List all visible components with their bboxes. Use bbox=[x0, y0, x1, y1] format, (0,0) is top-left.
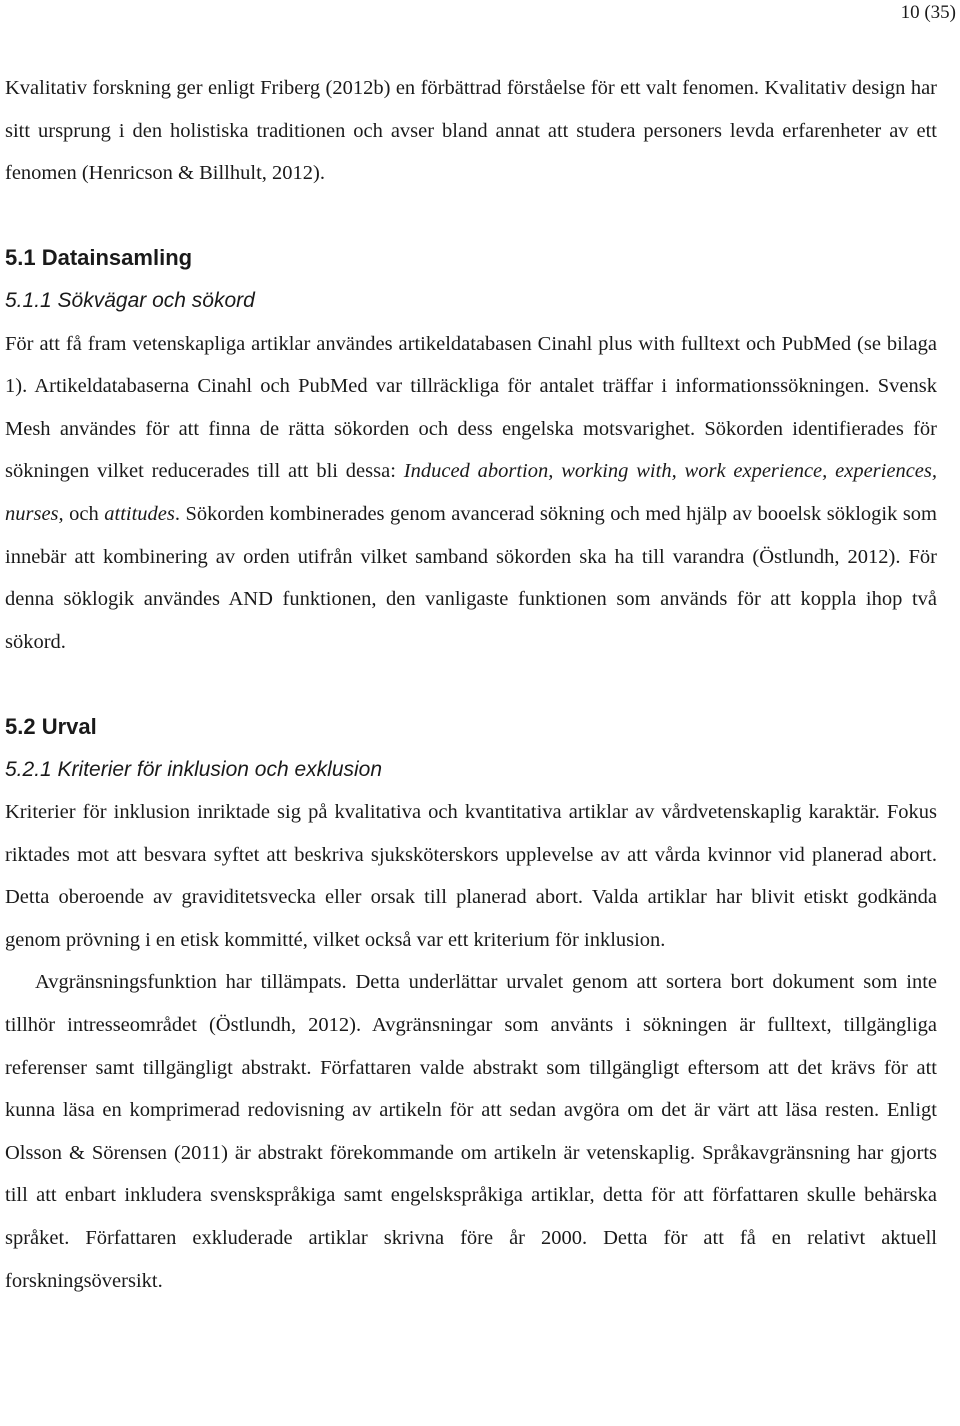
sokvagar-paragraph bbox=[5, 323, 937, 664]
section-gap bbox=[5, 663, 937, 706]
search-terms-connector: och bbox=[63, 502, 105, 525]
kriterier-paragraph: Kriterier för inklusion inriktade sig på kvalitativa och kvantitativa artiklar av vårdvetenskaplig karaktär. Fokus riktades mot att besvara syftet att beskriva sjuksköterskors upplevelse av att vårda kvinnor vid planerad abort. Detta oberoende av graviditetsvecka eller orsak till planerad abort. Valda artiklar har blivit etiskt godkända genom prövning i en etisk kommitté, vilket också var ett kriterium för inklusion. bbox=[5, 801, 937, 951]
intro-paragraph: Kvalitativ forskning ger enligt Friberg (2012b) en förbättrad förståelse för ett valt fenomen. Kvalitativ design har sitt ursprung i den holistiska traditionen och avser bland annat att studera personers levda erfarenheter av ett fenomen (Henricson & Billhult, 2012). bbox=[5, 77, 937, 185]
section-gap bbox=[5, 195, 937, 238]
search-term-last: attitudes bbox=[104, 502, 175, 525]
subsection-heading-kriterier: 5.2.1 Kriterier för inklusion och exklusion bbox=[5, 757, 383, 781]
page-number: 10 (35) bbox=[900, 2, 956, 23]
section-heading-urval: 5.2 Urval bbox=[5, 713, 97, 739]
sokvagar-text-before-terms: För att få fram vetenskapliga artiklar användes artikeldatabasen Cinahl plus with fulltext och PubMed (se bilaga 1). Artikeldatabaserna Cinahl och PubMed var tillräckliga för antalet träffar i informationssökningen. Svensk Mesh användes för att finna de rätta sökorden och dess engelska motsvarighet. Sökorden identifierades för sökningen vilket reducerades till att bli dessa: bbox=[5, 332, 937, 483]
sokvagar-text-after-terms: . Sökorden kombinerades genom avancerad sökning och med hjälp av booelsk söklogik som innebär att kombinering av orden utifrån vilket samband sökorden ska ha till varandra (Östlundh, 2012). För denna söklogik användes AND funktionen, den vanligaste funktionen som används för att koppla ihop två sökord. bbox=[5, 502, 937, 653]
section-heading-datainsamling: 5.1 Datainsamling bbox=[5, 245, 193, 271]
avgransning-paragraph: Avgränsningsfunktion har tillämpats. Detta underlättar urvalet genom att sortera bort dokument som inte tillhör intresseområdet (Östlundh, 2012). Avgränsningar som använts i sökningen är fulltext, tillgängliga referenser samt tillgängligt abstrakt. Författaren valde abstrakt som tillgängligt eftersom att det krävs för att kunna läsa en komprimerad redovisning av artikeln för att sedan avgöra om det är värt att läsa resten. Enligt Olsson & Sörensen (2011) är abstrakt förekommande om artikeln är vetenskaplig. Språkavgränsning har gjorts till att enbart inkludera svenskspråkiga samt engelskspråkiga artiklar, detta för att författaren skulle behärska språket. Författaren exkluderade artiklar skrivna före år 2000. Detta för att få en relativt aktuell forskningsöversikt. bbox=[5, 971, 937, 1292]
document-body bbox=[5, 67, 937, 1302]
subsection-heading-sokvagar: 5.1.1 Sökvägar och sökord bbox=[5, 288, 255, 312]
search-terms: Induced abortion, working with, work experience, experiences, nurses, bbox=[5, 460, 937, 525]
